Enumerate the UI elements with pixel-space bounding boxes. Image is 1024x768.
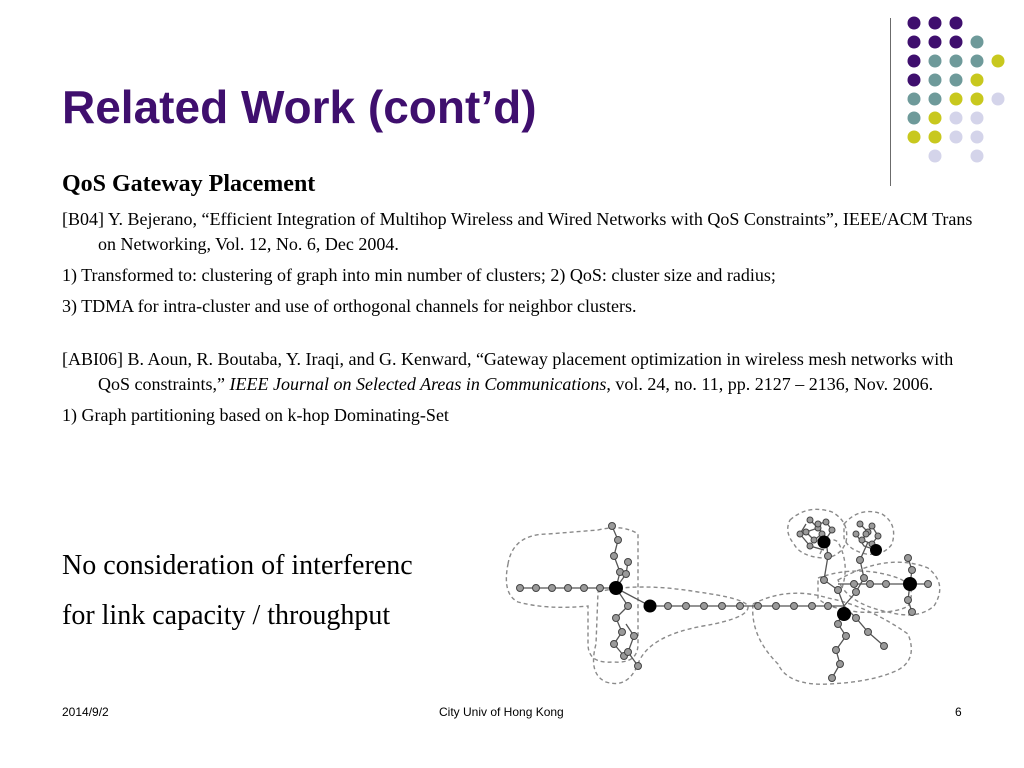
network-cluster-figure (488, 494, 960, 688)
title-divider (890, 18, 891, 186)
reference-b04-note-1: 1) Transformed to: clustering of graph into min number of clusters; 2) QoS: cluster size and radius; (62, 264, 776, 285)
reference-abi06-details: , vol. 24, no. 11, pp. 2127 – 2136, Nov. 2006. (606, 373, 934, 394)
reference-b04-note-2: 3) TDMA for intra-cluster and use of orthogonal channels for neighbor clusters. (62, 295, 637, 316)
footer-organization: City Univ of Hong Kong (439, 705, 564, 719)
conclusion-line-1: No consideration of interferenc (62, 550, 413, 581)
reference-abi06 (62, 347, 982, 397)
reference-b04: [B04] Y. Bejerano, “Efficient Integration of Multihop Wireless and Wired Networks with QoS Constraints”, IEEE/ACM Trans on Networking, Vol. 12, No. 6, Dec 2004. (62, 208, 973, 254)
footer-page-number: 6 (955, 705, 962, 719)
decorative-dot-grid (904, 12, 1014, 172)
reference-abi06-journal: IEEE Journal on Selected Areas in Communications (229, 373, 607, 394)
slide-body (62, 170, 982, 434)
section-subheading: QoS Gateway Placement (62, 171, 316, 197)
footer-date: 2014/9/2 (62, 705, 109, 719)
slide-title: Related Work (cont’d) (62, 81, 537, 133)
reference-abi06-note: 1) Graph partitioning based on k-hop Dominating-Set (62, 404, 449, 425)
reference-abi06-authors: [ABI06] B. Aoun, R. Boutaba, Y. Iraqi, and G. Kenward, “Gateway placement optimization in wireless mesh networks with QoS constraints,” (62, 348, 954, 394)
conclusion-line-2: for link capacity / throughput (62, 600, 391, 631)
